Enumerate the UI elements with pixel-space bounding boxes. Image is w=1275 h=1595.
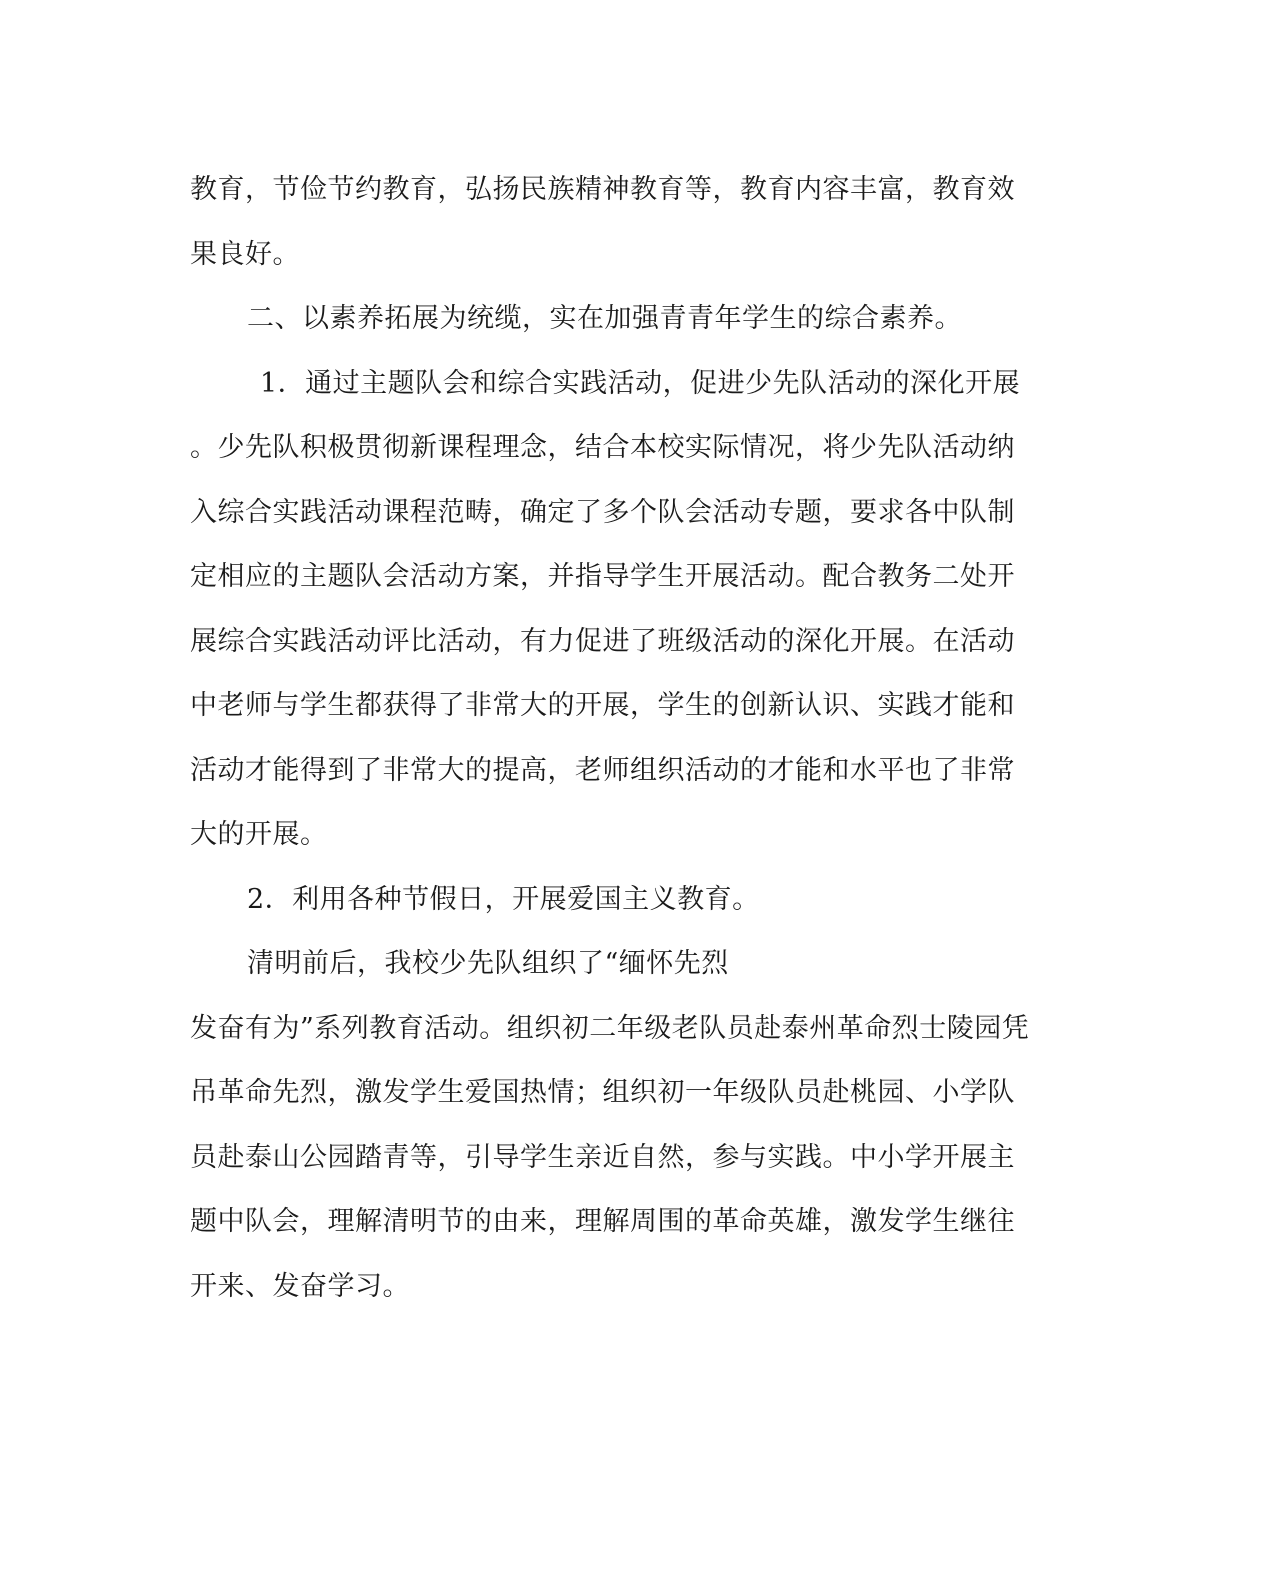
text-line: 发奋有为”系列教育活动。组织初二年级老队员赴泰州革命烈士陵园凭 — [190, 1012, 1030, 1044]
text-line: 吊革命先烈，激发学生爱国热情；组织初一年级队员赴桃园、小学队 — [190, 1077, 1015, 1108]
text-line: 员赴泰山公园踏青等，引导学生亲近自然，参与实践。中小学开展主 — [190, 1141, 1015, 1173]
text-line: 定相应的主题队会活动方案，并指导学生开展活动。配合教务二处开 — [190, 561, 1015, 592]
subsection-heading: 1．通过主题队会和综合实践活动，促进少先队活动的深化开展 — [260, 367, 1021, 399]
text-line: 题中队会，理解清明节的由来，理解周围的革命英雄，激发学生继往 — [190, 1206, 1015, 1237]
text-line: 清明前后，我校少先队组织了“缅怀先烈 — [247, 948, 729, 979]
text-line: 开来、发奋学习。 — [190, 1270, 410, 1302]
text-line: 活动才能得到了非常大的提高，老师组织活动的才能和水平也了非常 — [190, 754, 1015, 786]
text-line: 展综合实践活动评比活动，有力促进了班级活动的深化开展。在活动 — [190, 625, 1015, 657]
text-line: 入综合实践活动课程范畴，确定了多个队会活动专题，要求各中队制 — [190, 496, 1015, 528]
text-line: 。少先队积极贯彻新课程理念，结合本校实际情况，将少先队活动纳 — [190, 432, 1015, 463]
text-line: 果良好。 — [190, 238, 300, 270]
text-line: 教育，节俭节约教育，弘扬民族精神教育等，教育内容丰富，教育效 — [190, 174, 1015, 205]
text-line: 中老师与学生都获得了非常大的开展，学生的创新认识、实践才能和 — [190, 690, 1015, 721]
text-line: 大的开展。 — [190, 819, 328, 850]
body-text — [190, 158, 1070, 1319]
subsection-heading: 2．利用各种节假日，开展爱国主义教育。 — [247, 883, 760, 915]
section-heading: 二、以素养拓展为统缆，实在加强青青年学生的综合素养。 — [247, 303, 962, 334]
